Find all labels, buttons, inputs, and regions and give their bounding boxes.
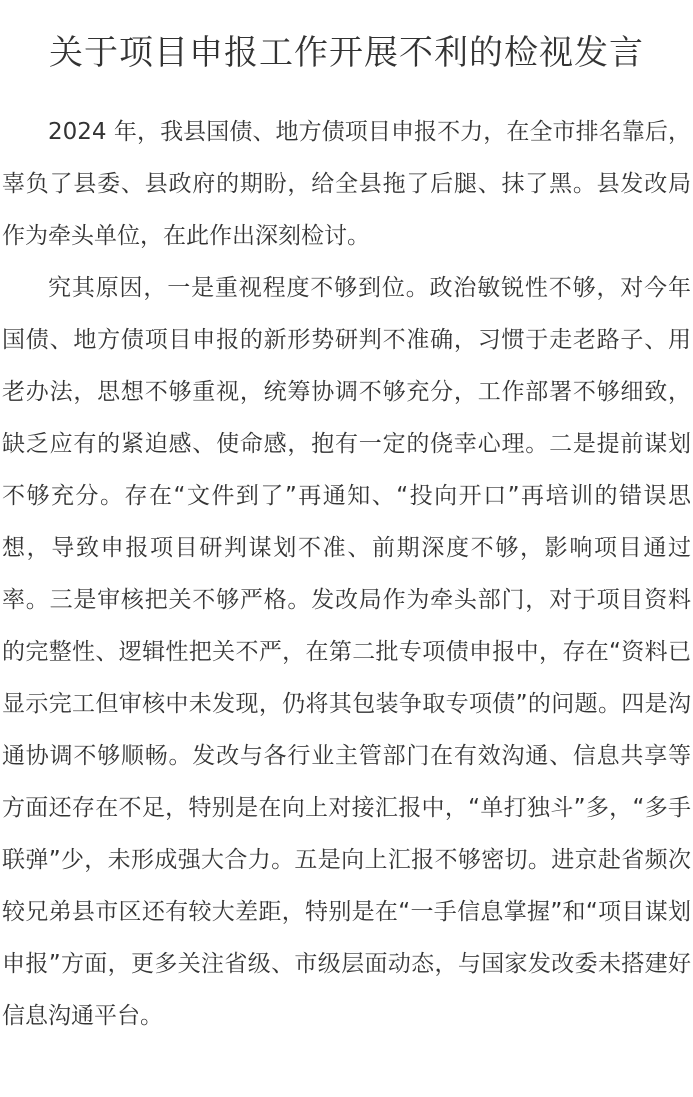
document-title: 关于项目申报工作开展不利的检视发言: [49, 33, 644, 73]
paragraph-1: 2024 年，我县国债、地方债项目申报不力，在全市排名靠后，辜负了县委、县政府的期盼，给全县拖了后腿、抹了黑。县发改局作为牵头单位，在此作出深刻检讨。: [2, 119, 691, 249]
paragraph-2: 究其原因，一是重视程度不够到位。政治敏锐性不够，对今年国债、地方债项目申报的新形势研判不准确，习惯于走老路子、用老办法，思想不够重视，统筹协调不够充分，工作部署不够细致，缺乏应有的紧迫感、使命感，抱有一定的侥幸心理。二是提前谋划不够充分。存在“文件到了”再通知、“投向开口”再培训的错误思想，导致申报项目研判谋划不准、前期深度不够，影响项目通过率。三是审核把关不够严格。发改局作为牵头部门，对于项目资料的完整性、逻辑性把关不严，在第二批专项债申报中，存在“资料已显示完工但审核中未发现，仍将其包装争取专项债”的问题。四是沟通协调不够顺畅。发改与各行业主管部门在有效沟通、信息共享等方面还存在不足，特别是在向上对接汇报中，“单打独斗”多，“多手联弹”少，未形成强大合力。五是向上汇报不够密切。进京赴省频次较兄弟县市区还有较大差距，特别是在“一手信息掌握”和“项目谋划申报”方面，更多关注省级、市级层面动态，与国家发改委未搭建好信息沟通平台。: [2, 275, 691, 1029]
